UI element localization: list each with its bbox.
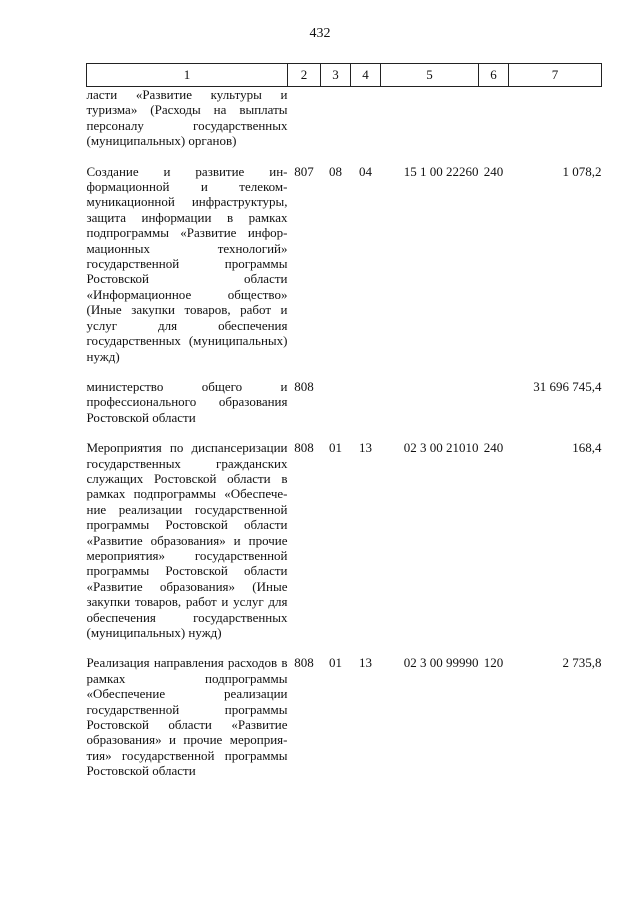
target-article-code: 15 1 00 22260 bbox=[403, 163, 479, 179]
subsection-code: 04 bbox=[359, 163, 372, 179]
page-number: 432 bbox=[309, 26, 331, 41]
amount: 31 696 745,4 bbox=[533, 378, 602, 394]
expense-type-code: 120 bbox=[483, 655, 504, 671]
amount: 168,4 bbox=[572, 440, 602, 456]
column-header: 4 bbox=[351, 64, 381, 87]
budget-table bbox=[86, 63, 602, 779]
header-row bbox=[87, 64, 602, 87]
amount: 2 735,8 bbox=[562, 655, 602, 671]
table-row bbox=[87, 164, 602, 379]
target-article-code: 02 3 00 21010 bbox=[403, 440, 479, 456]
column-header: 5 bbox=[381, 64, 479, 87]
expense-type-code bbox=[479, 87, 509, 164]
ministry-code: 808 bbox=[294, 378, 314, 394]
subsection-code bbox=[351, 87, 381, 164]
section-code bbox=[321, 379, 351, 440]
expense-type-code bbox=[479, 379, 509, 440]
row-description: ласти «Развитие культуры и туризма» (Расходы на выплаты персоналу государственных (муниципальных) органов) bbox=[86, 87, 288, 149]
ministry-code: 807 bbox=[294, 163, 314, 179]
section-code: 08 bbox=[329, 163, 342, 179]
table-row bbox=[87, 379, 602, 440]
section-code bbox=[321, 87, 351, 164]
ministry-code bbox=[288, 87, 321, 164]
section-code: 01 bbox=[329, 440, 342, 456]
row-description: Создание и развитие информационной и телекоммуникационной инфраструктуры, защита информации в рамках подпрограммы «Развитие информационных технологий» государственной программы Ростовской области «Информационное общество» (Иные закупки товаров, работ и услуг для обеспечения государственных (муниципальных) нужд) bbox=[86, 163, 288, 364]
expense-type-code: 240 bbox=[483, 440, 504, 456]
ministry-code: 808 bbox=[294, 440, 314, 456]
row-description: Мероприятия по диспансеризации государственных гражданских служащих Ростовской области в рамках подпрограммы «Обеспечение реализации государственной программы Ростовской области «Развитие образования» и прочие мероприятия» государственной программы Ростовской области «Развитие образования» (Иные закупки товаров, работ и услуг для обеспечения государственных (муниципальных) нужд) bbox=[86, 440, 288, 640]
amount: 1 078,2 bbox=[562, 163, 602, 179]
ministry-code: 808 bbox=[294, 655, 314, 671]
column-header: 1 bbox=[87, 64, 288, 87]
expense-type-code: 240 bbox=[483, 163, 504, 179]
column-header: 7 bbox=[509, 64, 602, 87]
row-description: Реализация направления расходов в рамках подпрограммы «Обеспечение реализации государственной программы Ростовской области «Развитие образования» и прочие мероприятия» государственной программы Ростовской области bbox=[86, 655, 288, 779]
amount bbox=[509, 87, 602, 164]
table-row bbox=[87, 655, 602, 778]
row-description: министерство общего и профессионального образования Ростовской области bbox=[86, 378, 288, 425]
section-code: 01 bbox=[329, 655, 342, 671]
column-header: 6 bbox=[479, 64, 509, 87]
target-article-code bbox=[381, 87, 479, 164]
column-header: 3 bbox=[321, 64, 351, 87]
column-header: 2 bbox=[288, 64, 321, 87]
subsection-code: 13 bbox=[359, 440, 372, 456]
table-row bbox=[87, 87, 602, 164]
target-article-code: 02 3 00 99990 bbox=[403, 655, 479, 671]
subsection-code: 13 bbox=[359, 655, 372, 671]
target-article-code bbox=[381, 379, 479, 440]
subsection-code bbox=[351, 379, 381, 440]
table-row bbox=[87, 440, 602, 655]
